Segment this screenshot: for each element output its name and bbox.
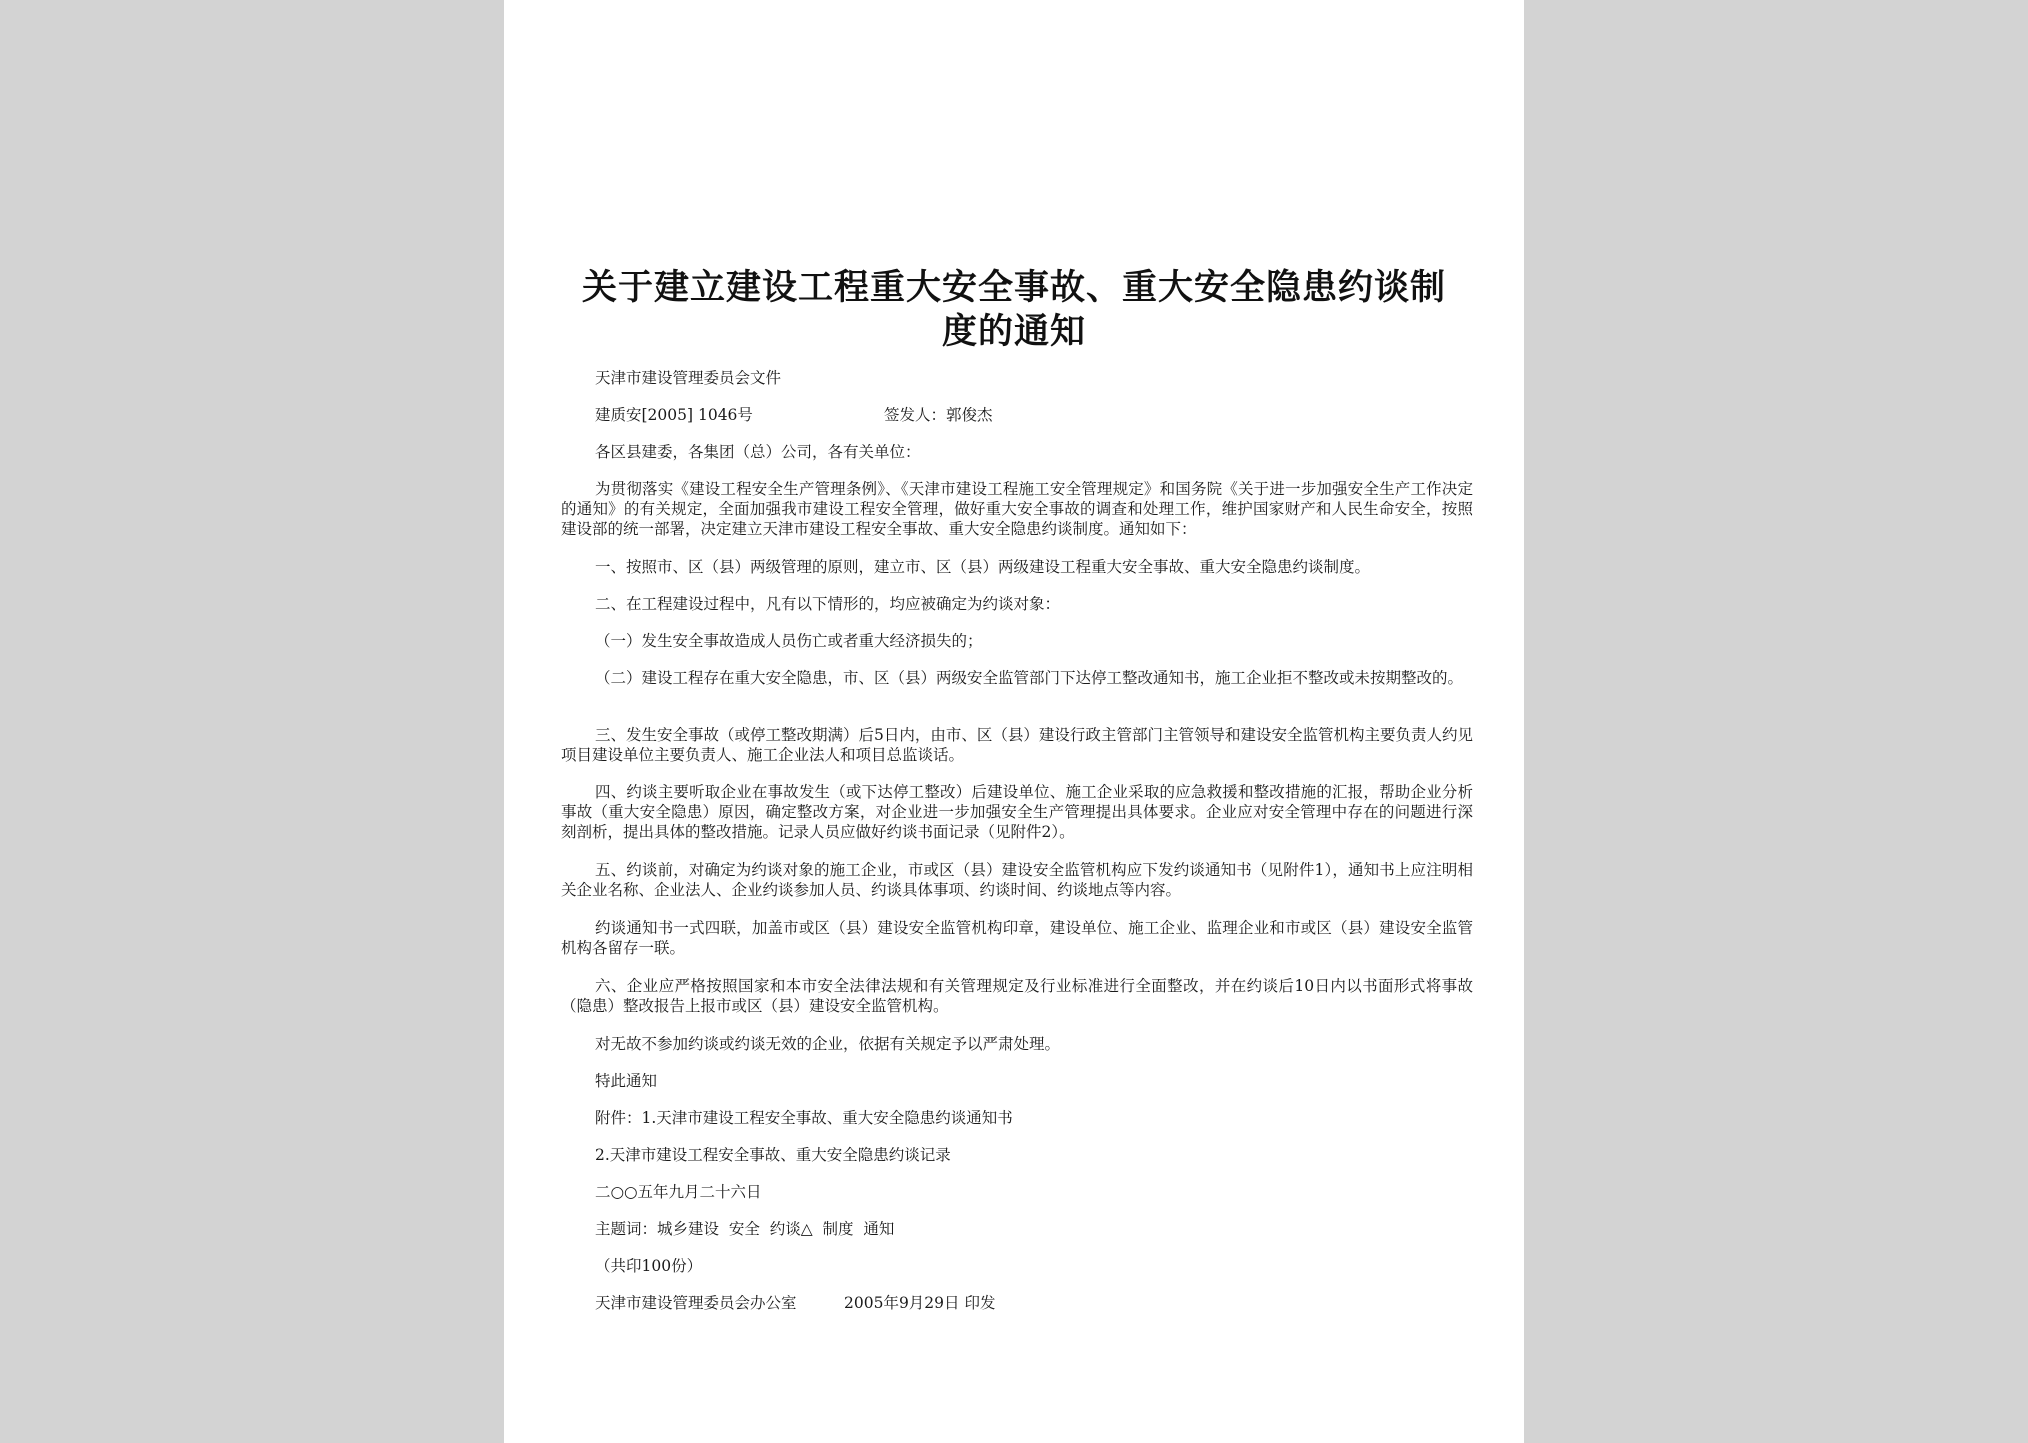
document-number: 建质安[2005] 1046号 bbox=[595, 406, 753, 424]
attachment-2: 2.天津市建设工程安全事故、重大安全隐患约谈记录 bbox=[595, 1146, 951, 1164]
closing-line: 特此通知 bbox=[595, 1072, 658, 1090]
paragraph-item-6: 六、企业应严格按照国家和本市安全法律法规和有关管理规定及行业标准进行全面整改，并在约谈后10日内以书面形式将事故（隐患）整改报告上报市或区（县）建设安全监管机构。 bbox=[561, 977, 1473, 1015]
signer-line: 签发人：郭俊杰 bbox=[884, 406, 993, 424]
issuer-line: 天津市建设管理委员会文件 bbox=[595, 369, 782, 387]
document-page bbox=[504, 0, 1524, 1443]
paragraph-notice-copies: 约谈通知书一式四联，加盖市或区（县）建设安全监管机构印章，建设单位、施工企业、监理企业和市或区（县）建设安全监管机构各留存一联。 bbox=[561, 919, 1473, 957]
keywords-line: 主题词：城乡建设 安全 约谈△ 制度 通知 bbox=[595, 1220, 895, 1238]
paragraph-item-4: 四、约谈主要听取企业在事故发生（或下达停工整改）后建设单位、施工企业采取的应急救援和整改措施的汇报，帮助企业分析事故（重大安全隐患）原因，确定整改方案，对企业进一步加强安全生产管理提出具体要求。企业应对安全管理中存在的问题进行深刻剖析，提出具体的整改措施。记录人员应做好约谈书面记录（见附件2）。 bbox=[561, 783, 1473, 841]
footer-office: 天津市建设管理委员会办公室 bbox=[595, 1294, 797, 1312]
footer-date: 2005年9月29日 印发 bbox=[844, 1294, 996, 1312]
paragraph-item-1: 一、按照市、区（县）两级管理的原则，建立市、区（县）两级建设工程重大安全事故、重大安全隐患约谈制度。 bbox=[595, 558, 1371, 576]
paragraph-penalty: 对无故不参加约谈或约谈无效的企业，依据有关规定予以严肃处理。 bbox=[595, 1035, 1061, 1053]
document-title-line-2: 度的通知 bbox=[941, 312, 1086, 352]
document-date: 二○○五年九月二十六日 bbox=[595, 1183, 762, 1201]
paragraph-sub-item-2: （二）建设工程存在重大安全隐患，市、区（县）两级安全监管部门下达停工整改通知书，施工企业拒不整改或未按期整改的。 bbox=[595, 669, 1464, 687]
paragraph-item-5: 五、约谈前，对确定为约谈对象的施工企业，市或区（县）建设安全监管机构应下发约谈通知书（见附件1），通知书上应注明相关企业名称、企业法人、企业约谈参加人员、约谈具体事项、约谈时间、约谈地点等内容。 bbox=[561, 861, 1473, 899]
attachment-1: 附件：1.天津市建设工程安全事故、重大安全隐患约谈通知书 bbox=[595, 1109, 1013, 1127]
salutation: 各区县建委，各集团（总）公司，各有关单位： bbox=[595, 443, 921, 461]
document-title-line-1: 关于建立建设工程重大安全事故、重大安全隐患约谈制 bbox=[581, 268, 1446, 308]
paragraph-intro: 为贯彻落实《建设工程安全生产管理条例》、《天津市建设工程施工安全管理规定》和国务院《关于进一步加强安全生产工作决定的通知》的有关规定，全面加强我市建设工程安全管理，做好重大安全事故的调查和处理工作，维护国家财产和人民生命安全，按照建设部的统一部署，决定建立天津市建设工程安全事故、重大安全隐患约谈制度。通知如下： bbox=[561, 480, 1473, 538]
paragraph-item-3: 三、发生安全事故（或停工整改期满）后5日内，由市、区（县）建设行政主管部门主管领导和建设安全监管机构主要负责人约见项目建设单位主要负责人、施工企业法人和项目总监谈话。 bbox=[561, 726, 1473, 764]
paragraph-sub-item-1: （一）发生安全事故造成人员伤亡或者重大经济损失的； bbox=[595, 632, 983, 650]
copies-line: （共印100份） bbox=[595, 1257, 703, 1275]
paragraph-item-2: 二、在工程建设过程中，凡有以下情形的，均应被确定为约谈对象： bbox=[595, 595, 1061, 613]
